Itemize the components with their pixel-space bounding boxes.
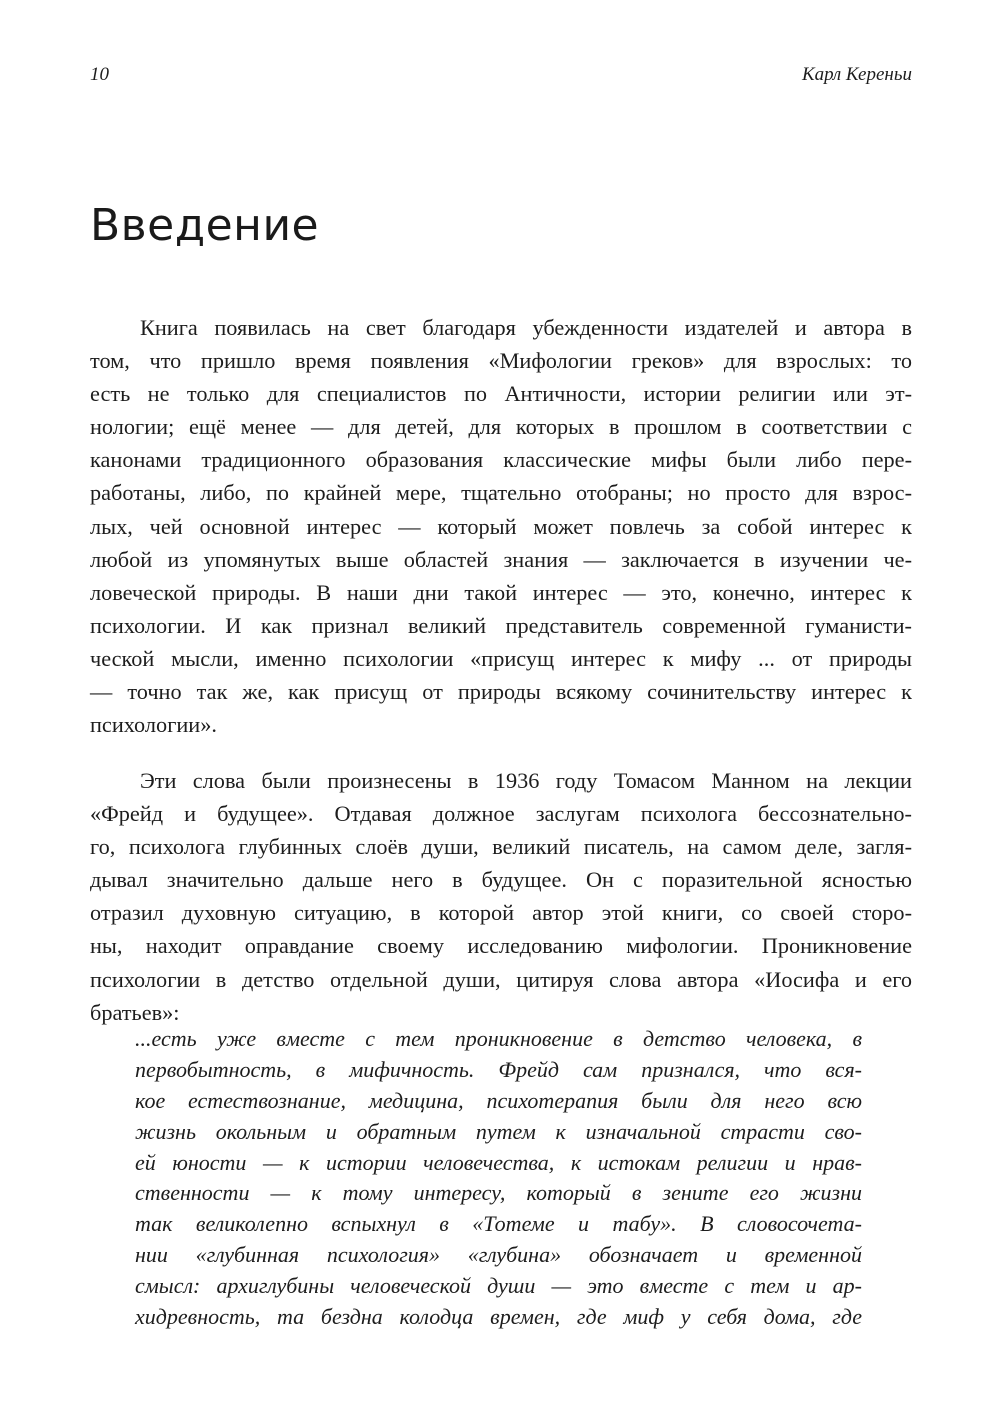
text-line: кое естествознание, медицина, психотерапия были для него всю bbox=[135, 1087, 862, 1113]
chapter-title: Введение bbox=[90, 200, 320, 251]
text-line: хидревность, та бездна колодца времен, где миф у себя дома, где bbox=[135, 1304, 862, 1330]
text-line: психологии». bbox=[90, 712, 217, 738]
text-line: ственности — к тому интересу, который в зените его жизни bbox=[135, 1180, 862, 1206]
text-line: смысл: архиглубины человеческой души — это вместе с тем и ар- bbox=[135, 1273, 862, 1299]
text-line: братьев»: bbox=[90, 999, 180, 1025]
text-line: Книга появилась на свет благодаря убежденности издателей и автора в bbox=[140, 315, 912, 340]
text-line: канонами традиционного образования классические мифы были либо пере- bbox=[90, 447, 912, 473]
text-line: психологии. И как признал великий представитель современной гуманисти- bbox=[90, 612, 912, 638]
text-line: нологии; ещё менее — для детей, для которых в прошлом в соответствии с bbox=[90, 414, 912, 440]
text-line: работаны, либо, по крайней мере, тщательно отобраны; но просто для взрос- bbox=[90, 480, 912, 506]
text-line: так великолепно вспыхнул в «Тотеме и табу». В словосочета- bbox=[135, 1211, 862, 1237]
text-line: ны, находит оправдание своему исследованию мифологии. Проникновение bbox=[90, 933, 912, 959]
paragraph-2 bbox=[90, 764, 912, 1029]
text-line: — точно так же, как присущ от природы всякому сочинительству интерес к bbox=[90, 679, 912, 705]
text-line: любой из упомянутых выше областей знания — заключается в изучении че- bbox=[90, 546, 912, 572]
text-line: ...есть уже вместе с тем проникновение в детство человека, в bbox=[135, 1026, 862, 1051]
block-quote bbox=[135, 1024, 862, 1333]
text-line: лых, чей основной интерес — который может повлечь за собой интерес к bbox=[90, 513, 912, 539]
page-number: 10 bbox=[90, 64, 109, 85]
paragraph-1 bbox=[90, 311, 912, 741]
text-line: го, психолога глубинных слоёв души, великий писатель, на самом деле, загля- bbox=[90, 834, 912, 860]
text-line: «Фрейд и будущее». Отдавая должное заслугам психолога бессознательно- bbox=[90, 801, 912, 827]
text-line: психологии в детство отдельной души, цитируя слова автора «Иосифа и его bbox=[90, 966, 912, 992]
text-line: Эти слова были произнесены в 1936 году Томасом Манном на лекции bbox=[140, 768, 912, 793]
text-line: ческой мысли, именно психологии «присущ интерес к мифу ... от природы bbox=[90, 645, 912, 671]
running-header-author: Карл Кереньи bbox=[801, 64, 912, 85]
text-line: ловеческой природы. В наши дни такой интерес — это, конечно, интерес к bbox=[90, 579, 912, 605]
text-line: отразил духовную ситуацию, в которой автор этой книги, со своей сторо- bbox=[90, 900, 912, 926]
text-line: жизнь окольным и обратным путем к изначальной страсти сво- bbox=[135, 1118, 862, 1144]
text-line: дывал значительно дальше него в будущее. Он с поразительной ясностью bbox=[90, 867, 912, 893]
text-line: ей юности — к истории человечества, к истокам религии и нрав- bbox=[135, 1149, 862, 1175]
text-line: первобытность, в мифичность. Фрейд сам признался, что вся- bbox=[135, 1056, 862, 1082]
text-line: есть не только для специалистов по Античности, истории религии или эт- bbox=[90, 381, 912, 407]
text-line: том, что пришло время появления «Мифологии греков» для взрослых: то bbox=[90, 348, 912, 374]
text-line: нии «глубинная психология» «глубина» обозначает и временной bbox=[135, 1242, 862, 1268]
